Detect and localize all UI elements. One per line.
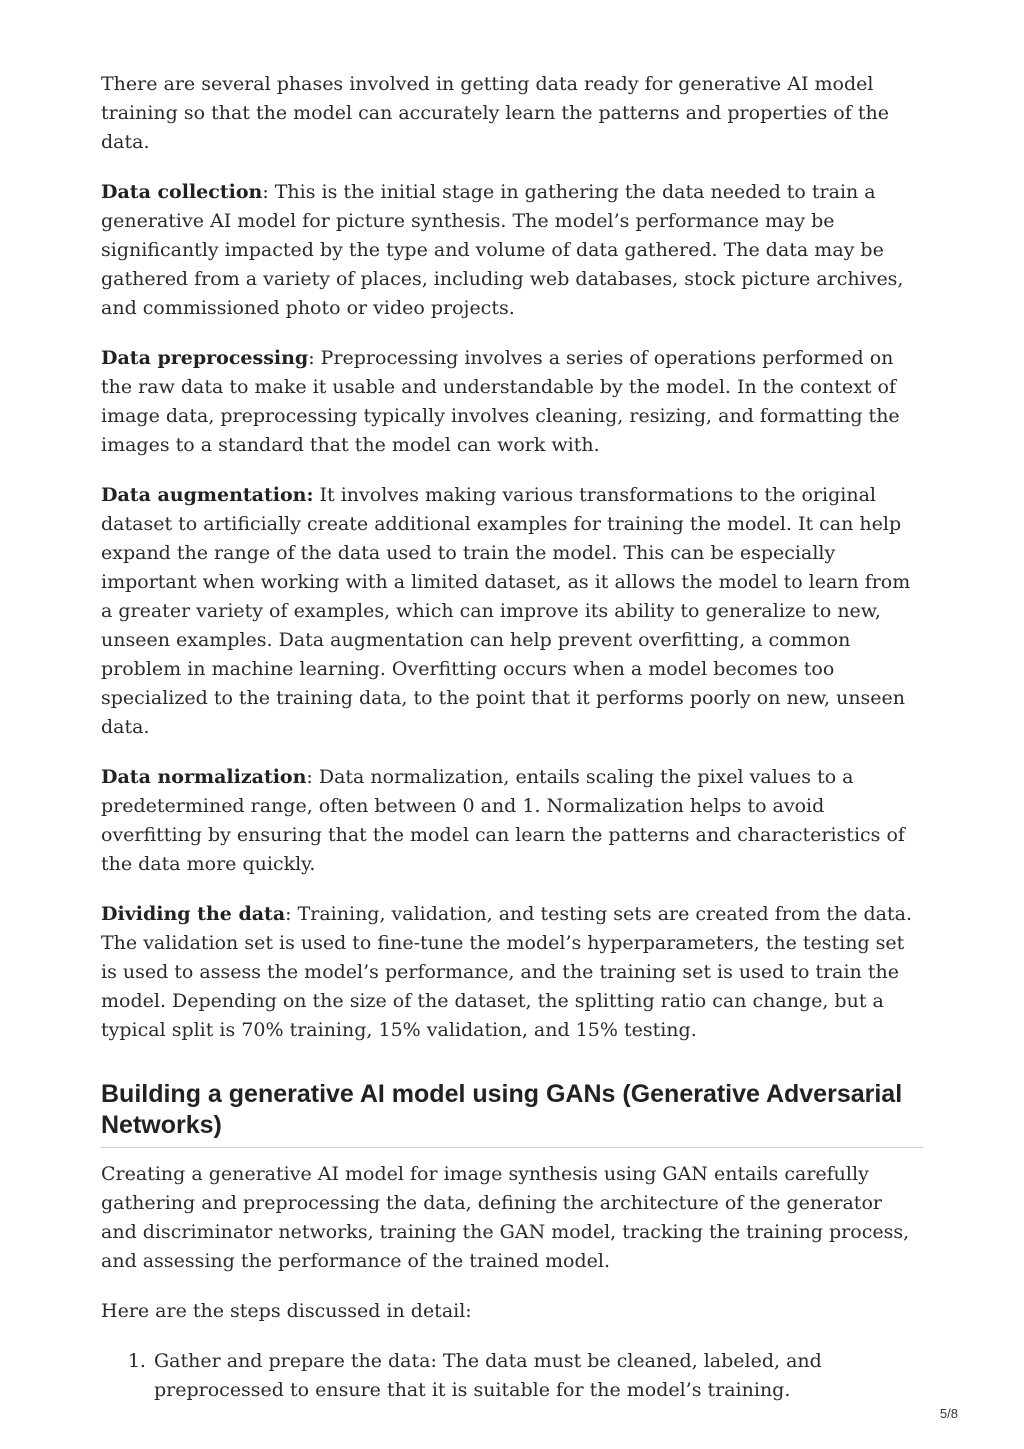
section-text: : Training, validation, and testing sets are created from the data. The validation set is used to fine-tune the model’s hyperparameters, the testing set is used to assess the model’s performance, and the training set is used to train the model. Depending on the size of the dataset, the splitting ratio can change, but a typical split is 70% training, 15% validation, and 15% testing. [101,903,913,1041]
section-text: : Data normalization, entails scaling the pixel values to a predetermined range, often between 0 and 1. Normalization helps to avoid overfitting by ensuring that the model can learn the patterns and characteristics of the data more quickly. [101,766,905,875]
section-heading: Building a generative AI model using GANs (Generative Adversarial Networks) [101,1079,923,1148]
section-text: : Preprocessing involves a series of operations performed on the raw data to make it usable and understandable by the model. In the context of image data, preprocessing typically involves cleaning, resizing, and formatting the images to a standard that the model can work with. [101,347,900,456]
term-data-augmentation: Data augmentation: [101,484,314,506]
section-data-preprocessing [101,344,923,460]
section-data-normalization [101,763,923,879]
section-data-augmentation [101,481,923,742]
term-data-preprocessing: Data preprocessing [101,347,309,369]
term-data-normalization: Data normalization [101,766,307,788]
section-data-collection [101,178,923,323]
step-item: 1. Gather and prepare the data: The data must be cleaned, labeled, and preprocessed to ensure that it is suitable for the model’s training. [152,1347,923,1405]
gan-paragraph: Creating a generative AI model for image synthesis using GAN entails carefully gathering and preprocessing the data, defining the architecture of the generator and discriminator networks, training the GAN model, tracking the training process, and assessing the performance of the trained model. [101,1163,910,1272]
section-dividing-the-data [101,900,923,1045]
section-text: It involves making various transformations to the original dataset to artificially create additional examples for training the model. It can help expand the range of the data used to train the model. This can be especially important when working with a limited dataset, as it allows the model to learn from a greater variety of examples, which can improve its ability to generalize to new, unseen examples. Data augmentation can help prevent overfitting, a common problem in machine learning. Overfitting occurs when a model becomes too specialized to the training data, to the point that it performs poorly on new, unseen data. [101,484,911,738]
term-dividing-the-data: Dividing the data [101,903,286,925]
section-text: : This is the initial stage in gathering the data needed to train a generative AI model for picture synthesis. The model’s performance may be significantly impacted by the type and volume of data gathered. The data may be gathered from a variety of places, including web databases, stock picture archives, and commissioned photo or video projects. [101,181,904,319]
page-number: 5/8 [939,1406,958,1421]
term-data-collection: Data collection [101,181,263,203]
steps-list [101,1347,923,1405]
intro-paragraph: There are several phases involved in getting data ready for generative AI model training so that the model can accurately learn the patterns and properties of the data. [101,73,889,153]
steps-intro: Here are the steps discussed in detail: [101,1300,472,1322]
document-page [101,70,923,1405]
